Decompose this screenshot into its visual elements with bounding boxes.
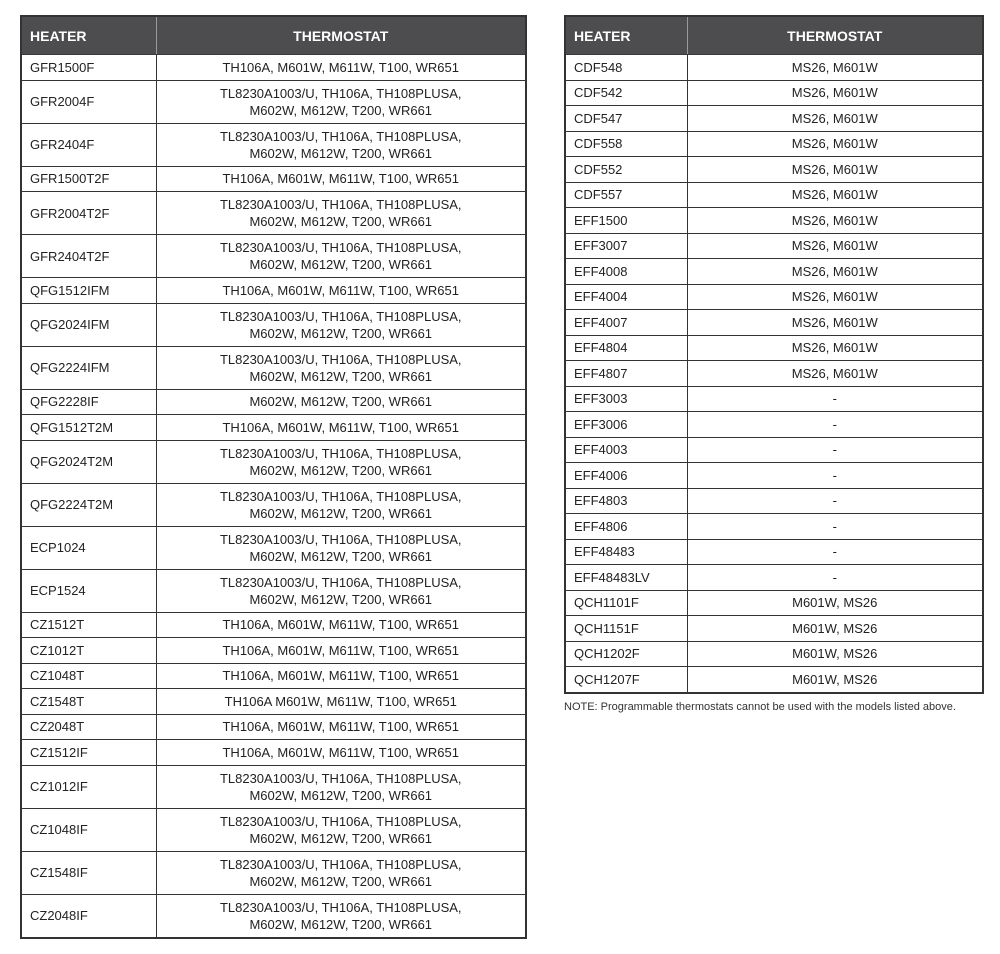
table-row — [565, 386, 983, 412]
thermostat-models-cell: TH106A, M601W, M611W, T100, WR651 — [156, 714, 526, 740]
heater-column-header: HEATER — [565, 16, 687, 55]
heater-model-cell: EFF3003 — [565, 386, 687, 412]
thermostat-models-cell: MS26, M601W — [687, 106, 983, 132]
table-row — [21, 851, 526, 894]
heater-model-cell: QFG2224T2M — [21, 483, 156, 526]
heater-model-cell: CZ1548IF — [21, 851, 156, 894]
table-row — [21, 303, 526, 346]
thermostat-models-cell: TH106A M601W, M611W, T100, WR651 — [156, 689, 526, 715]
heater-model-cell: GFR2404T2F — [21, 235, 156, 278]
thermostat-models-cell: TH106A, M601W, M611W, T100, WR651 — [156, 612, 526, 638]
thermostat-models-cell: - — [687, 437, 983, 463]
thermostat-models-cell: MS26, M601W — [687, 80, 983, 106]
table-row — [565, 514, 983, 540]
heater-model-cell: QCH1101F — [565, 590, 687, 616]
table-row — [21, 166, 526, 192]
thermostat-models-cell: TL8230A1003/U, TH106A, TH108PLUSA, M602W, M612W, T200, WR661 — [156, 851, 526, 894]
table-row — [21, 483, 526, 526]
heater-model-cell: EFF4007 — [565, 310, 687, 336]
heater-model-cell: GFR1500F — [21, 55, 156, 81]
heater-model-cell: CZ1012T — [21, 638, 156, 664]
heater-model-cell: QCH1207F — [565, 667, 687, 693]
heater-model-cell: CZ1048IF — [21, 808, 156, 851]
table-row — [565, 361, 983, 387]
heater-model-cell: CZ2048IF — [21, 894, 156, 938]
thermostat-models-cell: MS26, M601W — [687, 259, 983, 285]
heater-model-cell: EFF4004 — [565, 284, 687, 310]
thermostat-models-cell: MS26, M601W — [687, 233, 983, 259]
heater-model-cell: CZ1012IF — [21, 765, 156, 808]
heater-model-cell: GFR2004T2F — [21, 192, 156, 235]
thermostat-models-cell: MS26, M601W — [687, 361, 983, 387]
table-row — [565, 463, 983, 489]
left-compatibility-table — [20, 15, 527, 939]
heater-model-cell: CZ1512IF — [21, 740, 156, 766]
heater-model-cell: CZ1512T — [21, 612, 156, 638]
table-row — [565, 80, 983, 106]
heater-model-cell: EFF4003 — [565, 437, 687, 463]
heater-model-cell: EFF4008 — [565, 259, 687, 285]
heater-model-cell: ECP1024 — [21, 526, 156, 569]
thermostat-models-cell: TH106A, M601W, M611W, T100, WR651 — [156, 278, 526, 304]
heater-model-cell: CDF557 — [565, 182, 687, 208]
heater-model-cell: CDF548 — [565, 55, 687, 81]
table-row — [565, 616, 983, 642]
table-row — [21, 123, 526, 166]
heater-model-cell: QCH1151F — [565, 616, 687, 642]
table-row — [565, 131, 983, 157]
thermostat-models-cell: TL8230A1003/U, TH106A, TH108PLUSA, M602W, M612W, T200, WR661 — [156, 192, 526, 235]
table-row — [565, 590, 983, 616]
heater-model-cell: EFF4804 — [565, 335, 687, 361]
thermostat-models-cell: - — [687, 463, 983, 489]
thermostat-models-cell: TL8230A1003/U, TH106A, TH108PLUSA, M602W, M612W, T200, WR661 — [156, 808, 526, 851]
thermostat-models-cell: - — [687, 412, 983, 438]
table-row — [565, 667, 983, 693]
thermostat-models-cell: MS26, M601W — [687, 310, 983, 336]
table-header-row — [21, 16, 526, 55]
table-row — [565, 412, 983, 438]
heater-model-cell: EFF4803 — [565, 488, 687, 514]
heater-model-cell: EFF3007 — [565, 233, 687, 259]
table-row — [565, 157, 983, 183]
heater-model-cell: GFR1500T2F — [21, 166, 156, 192]
heater-model-cell: QFG1512T2M — [21, 415, 156, 441]
thermostat-models-cell: TH106A, M601W, M611W, T100, WR651 — [156, 638, 526, 664]
table-row — [565, 310, 983, 336]
thermostat-models-cell: M601W, MS26 — [687, 590, 983, 616]
heater-model-cell: QFG2024T2M — [21, 440, 156, 483]
thermostat-models-cell: - — [687, 488, 983, 514]
heater-model-cell: CZ1048T — [21, 663, 156, 689]
thermostat-models-cell: TH106A, M601W, M611W, T100, WR651 — [156, 166, 526, 192]
heater-model-cell: QFG2024IFM — [21, 303, 156, 346]
table-row — [565, 539, 983, 565]
thermostat-models-cell: MS26, M601W — [687, 157, 983, 183]
thermostat-models-cell: MS26, M601W — [687, 55, 983, 81]
heater-model-cell: EFF1500 — [565, 208, 687, 234]
thermostat-models-cell: TL8230A1003/U, TH106A, TH108PLUSA, M602W, M612W, T200, WR661 — [156, 440, 526, 483]
heater-model-cell: QFG2228IF — [21, 389, 156, 415]
table-row — [21, 440, 526, 483]
thermostat-models-cell: MS26, M601W — [687, 131, 983, 157]
heater-model-cell: GFR2404F — [21, 123, 156, 166]
table-row — [21, 55, 526, 81]
thermostat-models-cell: - — [687, 565, 983, 591]
heater-model-cell: EFF4806 — [565, 514, 687, 540]
heater-model-cell: CZ1548T — [21, 689, 156, 715]
table-row — [21, 526, 526, 569]
table-row — [21, 278, 526, 304]
table-row — [565, 437, 983, 463]
table-row — [21, 714, 526, 740]
table-row — [21, 638, 526, 664]
thermostat-column-header: THERMOSTAT — [687, 16, 983, 55]
thermostat-models-cell: TL8230A1003/U, TH106A, TH108PLUSA, M602W, M612W, T200, WR661 — [156, 765, 526, 808]
table-row — [21, 415, 526, 441]
thermostat-models-cell: - — [687, 386, 983, 412]
table-row — [565, 208, 983, 234]
thermostat-models-cell: M601W, MS26 — [687, 667, 983, 693]
table-row — [21, 689, 526, 715]
heater-model-cell: EFF4006 — [565, 463, 687, 489]
table-row — [21, 346, 526, 389]
thermostat-models-cell: TH106A, M601W, M611W, T100, WR651 — [156, 740, 526, 766]
heater-model-cell: CZ2048T — [21, 714, 156, 740]
thermostat-models-cell: TL8230A1003/U, TH106A, TH108PLUSA, M602W, M612W, T200, WR661 — [156, 303, 526, 346]
table-row — [21, 612, 526, 638]
thermostat-models-cell: MS26, M601W — [687, 335, 983, 361]
thermostat-models-cell: MS26, M601W — [687, 284, 983, 310]
thermostat-models-cell: TL8230A1003/U, TH106A, TH108PLUSA, M602W, M612W, T200, WR661 — [156, 235, 526, 278]
right-table-body — [565, 55, 983, 693]
table-row — [565, 565, 983, 591]
heater-model-cell: EFF3006 — [565, 412, 687, 438]
thermostat-models-cell: TL8230A1003/U, TH106A, TH108PLUSA, M602W, M612W, T200, WR661 — [156, 80, 526, 123]
thermostat-models-cell: - — [687, 539, 983, 565]
table-row — [21, 192, 526, 235]
thermostat-column-header: THERMOSTAT — [156, 16, 526, 55]
thermostat-models-cell: TH106A, M601W, M611W, T100, WR651 — [156, 55, 526, 81]
right-compatibility-table — [564, 15, 984, 694]
heater-model-cell: EFF48483LV — [565, 565, 687, 591]
table-row — [21, 740, 526, 766]
table-row — [565, 106, 983, 132]
heater-model-cell: CDF547 — [565, 106, 687, 132]
heater-model-cell: QFG1512IFM — [21, 278, 156, 304]
heater-model-cell: CDF552 — [565, 157, 687, 183]
left-table-body — [21, 55, 526, 938]
thermostat-models-cell: - — [687, 514, 983, 540]
heater-model-cell: QFG2224IFM — [21, 346, 156, 389]
table-row — [21, 569, 526, 612]
thermostat-models-cell: TL8230A1003/U, TH106A, TH108PLUSA, M602W, M612W, T200, WR661 — [156, 526, 526, 569]
thermostat-models-cell: TL8230A1003/U, TH106A, TH108PLUSA, M602W, M612W, T200, WR661 — [156, 894, 526, 938]
thermostat-models-cell: TL8230A1003/U, TH106A, TH108PLUSA, M602W, M612W, T200, WR661 — [156, 483, 526, 526]
thermostat-models-cell: TH106A, M601W, M611W, T100, WR651 — [156, 663, 526, 689]
thermostat-models-cell: M601W, MS26 — [687, 616, 983, 642]
programmable-thermostat-note: NOTE: Programmable thermostats cannot be used with the models listed above. — [564, 701, 956, 713]
table-row — [565, 335, 983, 361]
table-header-row — [565, 16, 983, 55]
thermostat-models-cell: M602W, M612W, T200, WR661 — [156, 389, 526, 415]
heater-model-cell: CDF558 — [565, 131, 687, 157]
table-row — [21, 80, 526, 123]
table-row — [21, 389, 526, 415]
table-row — [565, 641, 983, 667]
heater-model-cell: EFF48483 — [565, 539, 687, 565]
table-row — [565, 488, 983, 514]
heater-model-cell: CDF542 — [565, 80, 687, 106]
thermostat-models-cell: TH106A, M601W, M611W, T100, WR651 — [156, 415, 526, 441]
thermostat-models-cell: MS26, M601W — [687, 208, 983, 234]
heater-column-header: HEATER — [21, 16, 156, 55]
heater-model-cell: EFF4807 — [565, 361, 687, 387]
table-row — [21, 765, 526, 808]
table-row — [21, 235, 526, 278]
table-row — [21, 663, 526, 689]
table-row — [565, 284, 983, 310]
table-row — [21, 808, 526, 851]
table-row — [565, 259, 983, 285]
heater-model-cell: ECP1524 — [21, 569, 156, 612]
table-row — [565, 182, 983, 208]
thermostat-models-cell: M601W, MS26 — [687, 641, 983, 667]
table-row — [21, 894, 526, 938]
thermostat-models-cell: TL8230A1003/U, TH106A, TH108PLUSA, M602W, M612W, T200, WR661 — [156, 569, 526, 612]
table-row — [565, 55, 983, 81]
heater-model-cell: GFR2004F — [21, 80, 156, 123]
thermostat-models-cell: TL8230A1003/U, TH106A, TH108PLUSA, M602W, M612W, T200, WR661 — [156, 346, 526, 389]
heater-model-cell: QCH1202F — [565, 641, 687, 667]
thermostat-models-cell: TL8230A1003/U, TH106A, TH108PLUSA, M602W, M612W, T200, WR661 — [156, 123, 526, 166]
table-row — [565, 233, 983, 259]
thermostat-models-cell: MS26, M601W — [687, 182, 983, 208]
